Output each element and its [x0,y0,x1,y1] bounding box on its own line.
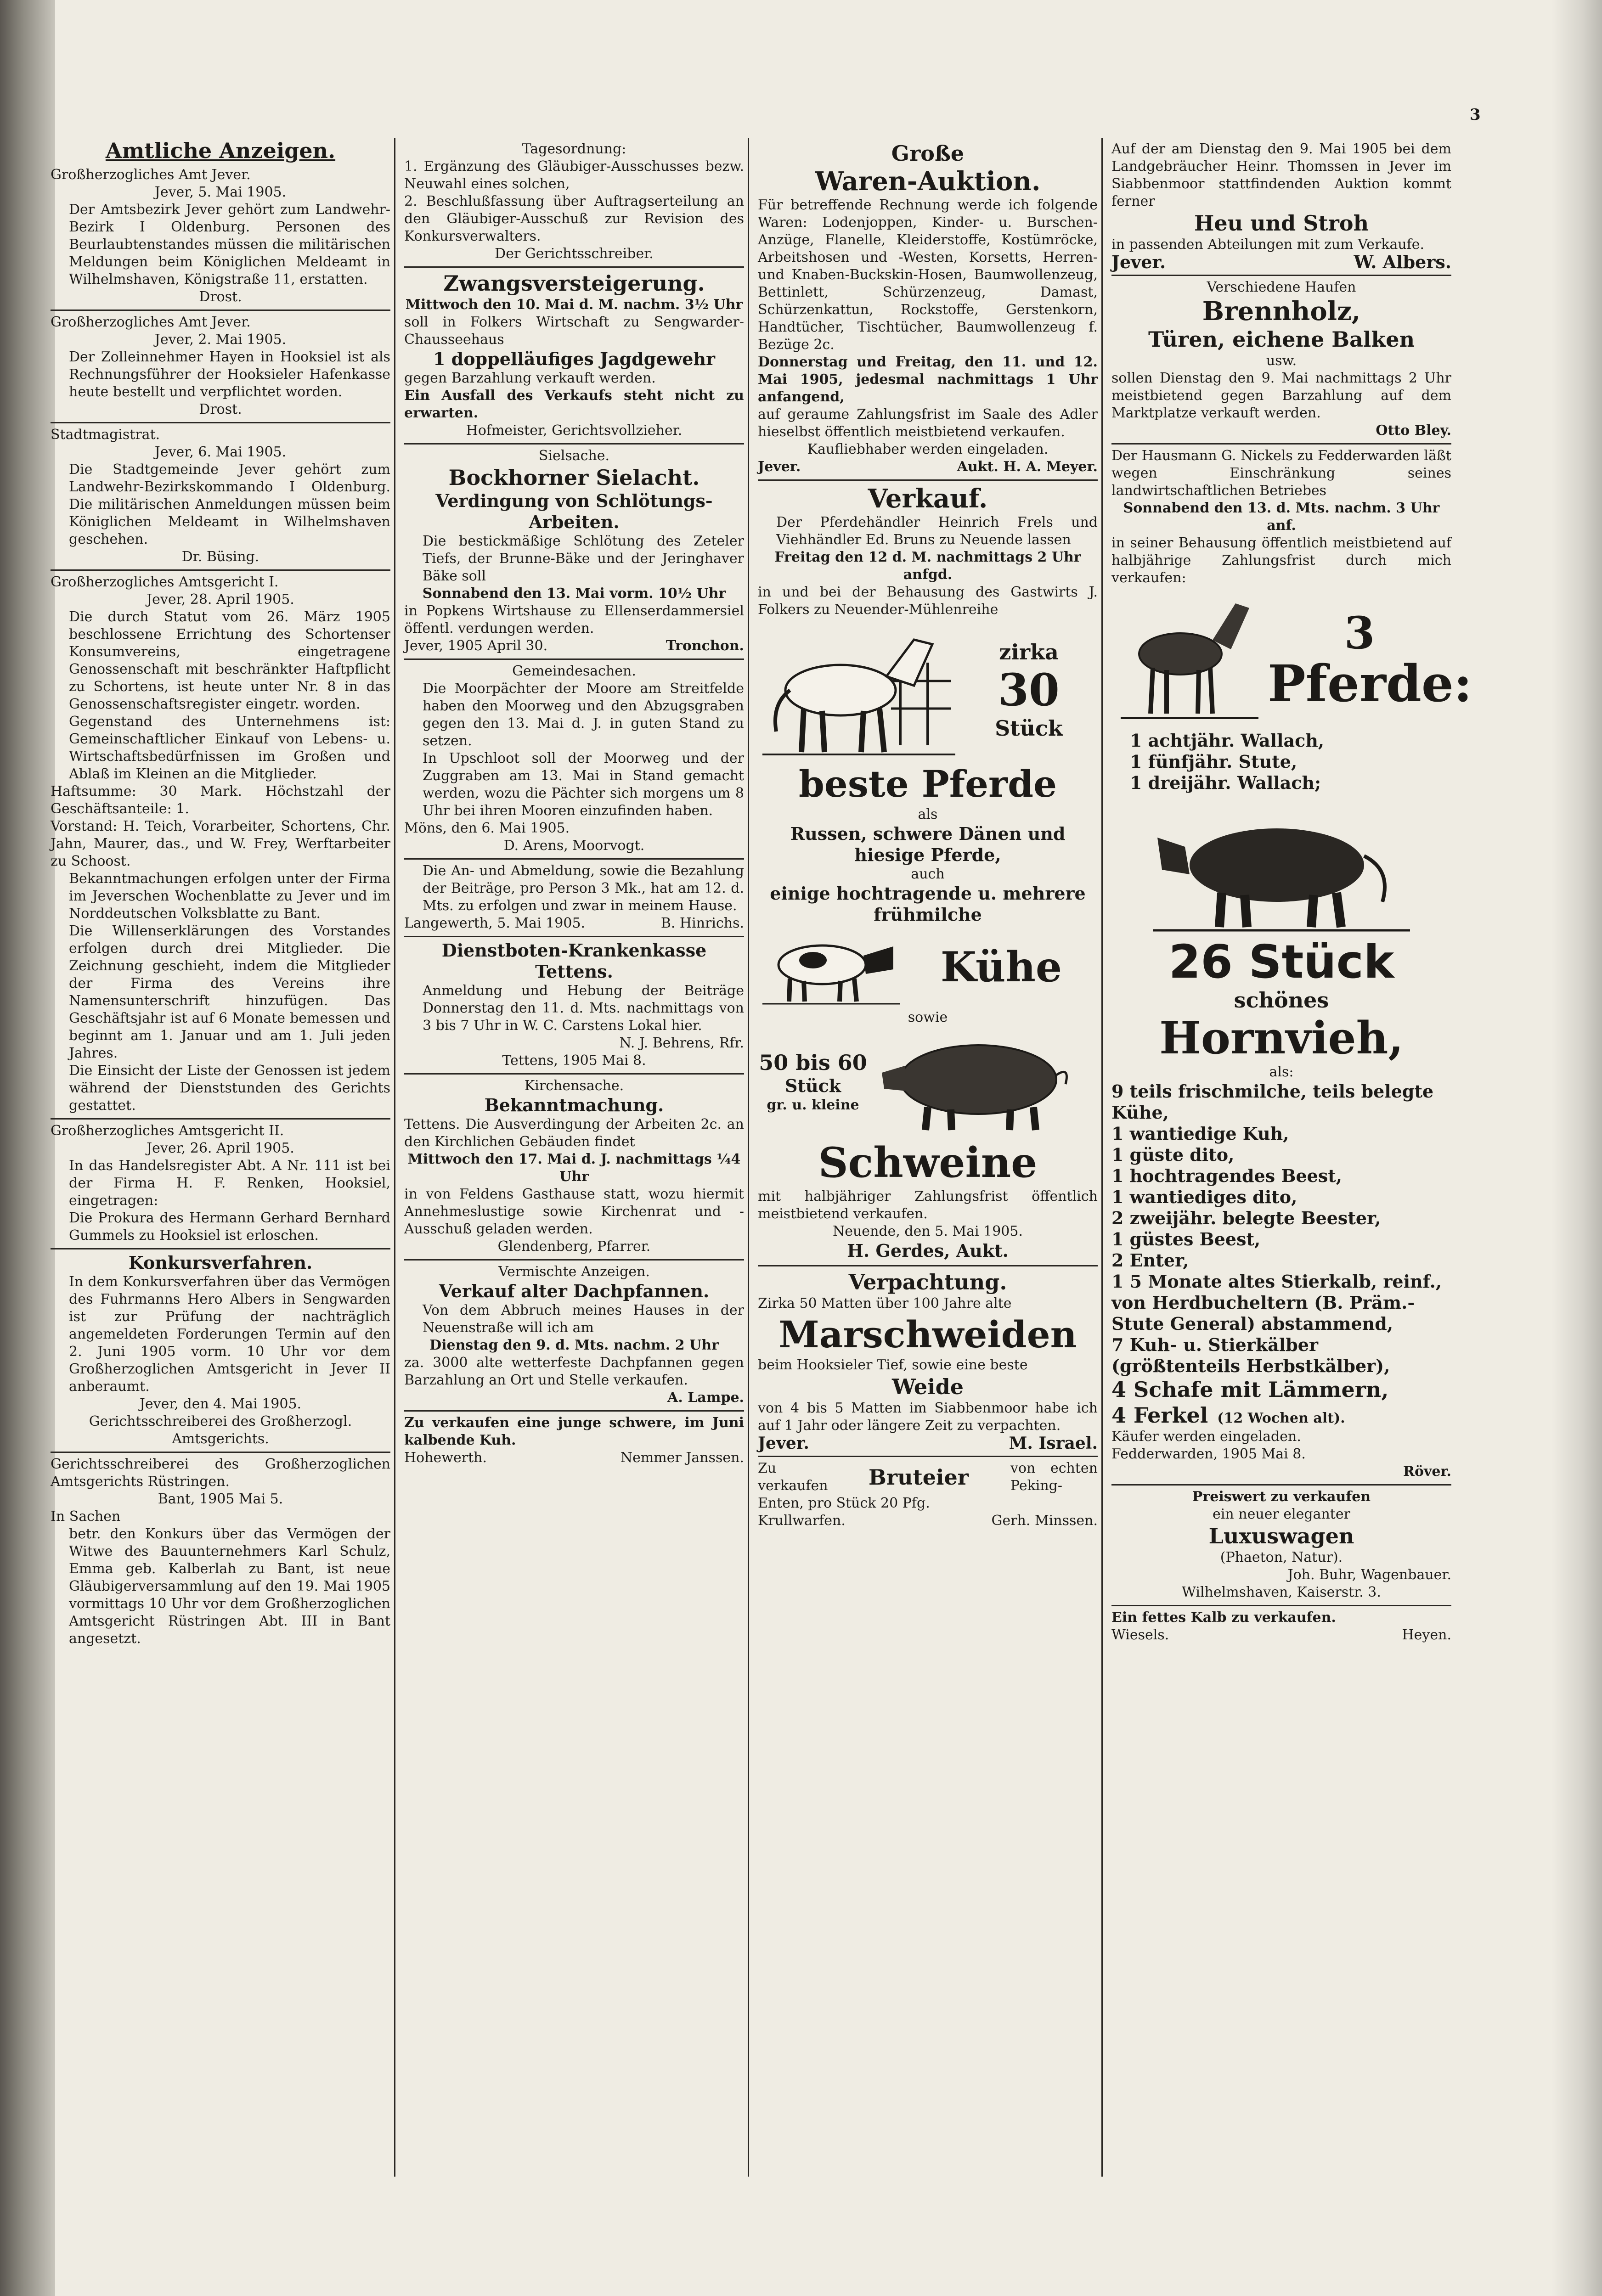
ad-cows: einige hochtragende u. mehrere frühmilche [770,883,1086,925]
ad-item: Brennholz, [1202,296,1361,326]
notice-title: Konkursverfahren. [128,1252,313,1273]
cattle-item: 2 zweijähr. belegte Beester, [1111,1208,1381,1228]
ad-kalb [1111,1606,1451,1648]
ad-signature: Tronchon. [666,638,744,654]
ad-item: Türen, eichene Balken [1148,327,1415,352]
ad-body: Auf der am Dienstag den 9. Mai 1905 bei dem Landgebräucher Heinr. Thomssen in Jever im Siabbenmoor stattfindenden Auktion kommt ferner [1111,141,1451,209]
ad-junge-kuh [404,1412,744,1470]
ad-body: auf geraume Zahlungsfrist im Saale des Adler hieselbst öffentlich meistbietend verkaufen. [758,406,1098,440]
notice-date: Möns, den 6. Mai 1905. [404,820,570,836]
ad-usw: usw. [1266,353,1297,369]
ad-body: von 4 bis 5 Matten im Siabbenmoor habe ich auf 1 Jahr oder längere Zeit zu verpachten. [758,1400,1098,1434]
notice-signature: B. Hinrichs. [660,915,744,931]
cow-illustration [762,928,900,1006]
ad-title: Verkauf. [868,484,988,514]
notice-stadtmagistrat [51,423,390,571]
ad-place: Krullwarfen. [758,1513,846,1529]
ad-when: Dienstag den 9. d. Mts. nachm. 2 Uhr [429,1337,719,1353]
notice-signature: Gerichtsschreiberei des Großherzogl. Amtsgerichts. [89,1413,352,1447]
notice-date: Jever, 6. Mai 1905. [154,444,287,460]
cattle-item: 7 Kuh- u. Stierkälber (größtenteils Herbstkälber), [1111,1334,1390,1376]
horse-item: 1 fünfjähr. Stute, [1130,751,1297,772]
ad-body: Von dem Abbruch meines Hauses in der Neuenstraße will ich am [423,1302,744,1336]
column-3 [758,138,1098,2186]
ad-right-label: von echten Peking- [1010,1460,1098,1494]
notice-signature: Der Gerichtsschreiber. [495,246,654,262]
ad-nickels-auktion [1111,445,1472,1486]
ad-luxuswagen [1111,1486,1451,1606]
ad-title: Verkauf alter Dachpfannen. [439,1281,710,1301]
ad-signature: W. Albers. [1354,252,1451,272]
column-rule [1101,138,1103,2177]
horse-item: 1 dreijähr. Wallach; [1130,772,1321,793]
horses-block [1111,587,1472,730]
ad-verpachtung [758,1266,1098,1457]
notice-krankenkasse [404,937,744,1075]
notice-body: Anmeldung und Hebung der Beiträge Donnerstag den 11. d. Mts. nachmittags von 3 bis 7 Uhr in W. C. Carstens Lokal hier. [423,983,744,1034]
horse-item: 1 achtjähr. Wallach, [1130,730,1325,751]
ad-auch: auch [911,866,945,882]
pig-number: 50 bis 60 [759,1050,867,1075]
notice-paragraph: Vorstand: H. Teich, Vorarbeiter, Schortens, Chr. Jahn, Maurer, das., und W. Frey, Werftarbeiter zu Schoost. [51,818,390,869]
ad-when: Sonnabend den 13. d. Mts. nachm. 3 Uhr anf. [1123,500,1440,534]
ad-signature: Nemmer Janssen. [620,1450,744,1466]
notice-body: Die Stadtgemeinde Jever gehört zum Landwehr-Bezirkskommando I Oldenburg. Die militärischen Anmeldungen müssen beim Königlichen Meldeamt in Wilhelmshaven geschehen. [69,461,390,547]
ad-signature: H. Gerdes, Aukt. [847,1240,1009,1261]
ad-subtitle: Verdingung von Schlötungs-Arbeiten. [435,490,713,532]
notice-date: Bant, 1905 Mai 5. [158,1491,283,1507]
notice-paragraph: Die Moorpächter der Moore am Streitfelde haben den Moorweg und den Abzugsgraben gegen den 13. Mai d. J. in guten Stand zu setzen. [423,681,744,749]
cattle-item: 4 Schafe mit Lämmern, [1111,1377,1389,1402]
horse-number: 30 [998,664,1060,716]
notice-authority: Großherzogliches Amtsgericht I. [51,574,279,590]
ad-signature: Gerh. Minssen. [991,1513,1098,1529]
ad-pre: ein neuer eleganter [1213,1506,1350,1522]
ad-body: za. 3000 alte wetterfeste Dachpfannen gegen Barzahlung an Ort und Stelle verkaufen. [404,1355,744,1388]
ad-signature-row [404,637,744,655]
section-header: Amtliche Anzeigen. [105,138,336,163]
notice-signature: Glendenberg, Pfarrer. [497,1238,651,1255]
bruteier-header [758,1460,1098,1495]
ad-invitation: Käufer werden eingeladen. [1111,1429,1301,1445]
ad-body: in seiner Behausung öffentlich meistbietend auf halbjährige Zahlungsfrist durch mich verkaufen: [1111,535,1451,586]
ad-title: Bruteier [868,1465,969,1490]
cattle-item-note: (12 Wochen alt). [1217,1410,1345,1426]
agenda-item: 1. Ergänzung des Gläubiger-Ausschusses bezw. Neuwahl eines solchen, [404,158,744,192]
cattle-item: 1 wantiedige Kuh, [1111,1123,1289,1144]
pig-block [758,1026,1098,1137]
ad-kinds: Russen, schwere Dänen und hiesige Pferde, [790,823,1066,865]
ad-waren-auktion [758,138,1098,481]
notice-authority: Großherzogliches Amt Jever. [51,167,251,183]
section-label: Kirchensache. [524,1078,624,1094]
notice-signature: Drost. [199,401,242,417]
notice-paragraph: In das Handelsregister Abt. A Nr. 111 ist bei der Firma H. F. Renken, Hooksiel, eingetragen: [69,1158,390,1209]
horses-illustration [1121,590,1258,727]
ad-place: Jever. [1111,252,1166,272]
ad-item: beste Pferde [798,762,1057,805]
notice-body: Die An- und Abmeldung, sowie die Bezahlung der Beiträge, pro Person 3 Mk., hat am 12. d. Mts. zu erfolgen und zwar in meinem Hause. [423,863,744,914]
ad-left-label: Zu verkaufen [758,1460,828,1494]
ad-signature-row [404,1449,744,1467]
ad-title: Große [891,141,965,166]
page-fold-shadow [1551,0,1602,2296]
notice-paragraph: Die Willenserklärungen des Vorstandes erfolgen durch drei Mitglieder. Die Zeichnung geschieht, indem die Mitglieder der Firma des Vereins ihre Namensunterschrift hinzufügen. Das Geschäftsjahr ist auf 6 Monate bemessen und beginnt am 1. Januar und am 1. Juli jeden Jahres. [69,923,390,1061]
notice-body: betr. den Konkurs über das Vermögen der Witwe des Bauunternehmers Karl Schulz, Emma geb. Kalberlah zu Bant, ist neue Gläubigerversammlung auf den 19. Mai 1905 vormittags 10 Uhr vor dem Großherzoglichen Amtsgericht Rüstringen Abt. III in Bant angesetzt. [69,1526,390,1647]
ad-pre: Preiswert zu verkaufen [1192,1489,1371,1505]
notice-date: Tettens, 1905 Mai 8. [502,1052,646,1069]
horse-block [758,619,1098,762]
ad-item: Marschweiden [778,1313,1077,1356]
horses-number: 3 [1344,607,1375,659]
cattle-item: 2 Enter, [1111,1250,1189,1271]
notice-signature: N. J. Behrens, Rfr. [619,1035,744,1051]
ad-signature: A. Lampe. [667,1390,744,1406]
ad-signature: Otto Bley. [1376,422,1451,439]
bull-illustration [1153,796,1410,934]
horse-count [960,639,1098,741]
notice-body: Der Amtsbezirk Jever gehört zum Landwehr-Bezirk I Oldenburg. Personen des Beurlaubtenstandes müssen die militärischen Meldungen beim Königlichen Meldeamt in Wilhelmshaven, Königstraße 11, erstatten. [69,202,390,287]
notice-date: Jever, 28. April 1905. [147,591,294,608]
section-label: Sielsache. [538,448,610,464]
ad-signature: Heyen. [1402,1627,1451,1643]
ad-signature: Aukt. H. A. Meyer. [957,459,1098,475]
unit-label: Stück [995,716,1063,741]
cattle-item: 1 hochtragendes Beest, [1111,1165,1342,1186]
ad-body: Zirka 50 Matten über 100 Jahre alte [758,1295,1012,1311]
notice-authority: Großherzogliches Amtsgericht II. [51,1123,284,1139]
ad-heu-stroh [1111,138,1451,276]
ad-signature-row [1111,1626,1451,1644]
ad-signature: M. Israel. [1009,1434,1098,1453]
notice-authority: Großherzogliches Amt Jever. [51,314,251,330]
ad-body: in passenden Abteilungen mit zum Verkaufe. [1111,236,1425,253]
notice-paragraph: Bekanntmachungen erfolgen unter der Firma im Jeverschen Wochenblatte zu Jever und im Norddeutschen Volksblatte zu Bant. [69,871,390,922]
notice-intro: In Sachen [51,1508,121,1525]
ad-sielacht [404,445,744,660]
notice-signature-row [404,915,744,932]
ad-title: Zwangsversteigerung. [443,271,705,296]
notice-amtsgericht-2 [51,1120,390,1249]
ad-item: Luxuswagen [1208,1524,1354,1548]
cattle-adj: schönes [1234,988,1329,1013]
ad-title: Bockhorner Sielacht. [448,465,700,490]
notice-date: Jever, 2. Mai 1905. [154,332,287,348]
ad-terms: mit halbjähriger Zahlungsfrist öffentlich meistbietend verkaufen. [758,1188,1098,1222]
notice-signature: D. Arens, Moorvogt. [503,838,645,854]
ad-body: gegen Barzahlung verkauft werden. [404,370,656,386]
notice-ruestringen [51,1453,390,1651]
ad-place: Jever. [758,459,801,475]
notice-date: Jever, den 4. Mai 1905. [139,1396,302,1412]
cattle-item: 1 5 Monate altes Stierkalb, reinf., von Herdbucheltern (B. Präm.-Stute General) abstammend, [1111,1271,1442,1334]
notice-kirchensache [404,1075,744,1261]
notice-title: Bekanntmachung. [484,1095,664,1115]
notice-amtsgericht-1 [51,571,390,1120]
pig-count [758,1050,868,1114]
horses-title: Pferde: [1268,654,1472,713]
ad-when: Mittwoch den 10. Mai d. M. nachm. 3½ Uhr [405,297,743,313]
ad-body: Ein fettes Kalb zu verkaufen. [1111,1609,1336,1626]
ad-where: soll in Folkers Wirtschaft zu Sengwarder-Chausseehaus [404,314,744,348]
column-2 [404,138,744,2186]
ad-where: in Popkens Wirtshause zu Ellenserdammersiel öffentl. verdungen werden. [404,603,744,636]
notice-body: Tettens. Die Ausverdingung der Arbeiten 2c. an den Kirchlichen Gebäuden findet [404,1116,744,1150]
agenda-item: 2. Beschlußfassung über Auftragserteilung an den Gläubiger-Ausschuß zur Revision des Konkursverwalters. [404,193,744,244]
ad-pigs: Schweine [818,1138,1038,1187]
notice-place: Langewerth, 5. Mai 1905. [404,915,586,931]
ad-when: Donnerstag und Freitag, den 11. und 12. Mai 1905, jedesmal nachmittags 1 Uhr anfangend, [758,354,1098,405]
ad-sowie: sowie [908,1009,948,1025]
notice-body: In dem Konkursverfahren über das Vermögen des Fuhrmanns Hero Albers in Sengwarden ist zur Prüfung der nachträglich angemeldeten Forderungen Termin auf den 2. Juni 1905 vorm. 10 Uhr vor dem Großherzoglichen Amtsgericht in Jever II anberaumt. [69,1274,390,1395]
notice-paragraph: Die Prokura des Hermann Gerhard Bernhard Gummels zu Hooksiel ist erloschen. [69,1210,390,1244]
column-4 [1111,138,1472,2186]
notice-when: Mittwoch den 17. Mai d. J. nachmittags ¼4 Uhr [407,1151,741,1185]
ad-signature: Röver. [1403,1463,1451,1480]
ad-place: Jever. [758,1434,809,1453]
notice-paragraph: Die durch Statut vom 26. März 1905 beschlossene Errichtung des Schortenser Konsumvereins, eingetragene Genossenschaft mit beschränkter Haftpflicht zu Schortens, ist heute unter Nr. 8 in das Genossenschaftsregister eingetr. worden. [69,609,390,712]
cattle-item: 1 wantiediges dito, [1111,1187,1297,1207]
ad-when: Sonnabend den 13. Mai vorm. 10½ Uhr [422,585,726,602]
ad-signature-row [758,1512,1098,1530]
notice-gemeindesachen [404,660,744,860]
ad-sub: (Phaeton, Natur). [1220,1549,1343,1565]
notice-body: Der Zolleinnehmer Hayen in Hooksiel ist als Rechnungsführer der Hooksieler Hafenkasse heute bestellt und verpflichtet worden. [69,349,390,400]
ad-body: Der Pferdehändler Heinrich Frels und Viehhändler Ed. Bruns zu Neuende lassen [776,514,1098,548]
column-1 [51,138,390,2186]
pig-illustration [877,1029,1089,1135]
horse-illustration [762,621,955,759]
notice-authority: Gerichtsschreiberei des Großherzoglichen Amtsgerichts Rüstringen. [51,1456,390,1490]
page-number: 3 [1470,106,1481,124]
ad-date: Neuende, den 5. Mai 1905. [832,1223,1023,1239]
ferkel-row [1111,1402,1451,1428]
zirka-label: zirka [999,640,1059,664]
ad-signature-row [1111,253,1451,271]
notice-anmeldung [404,860,744,937]
notice-signature: Dr. Büsing. [181,549,259,565]
cattle-title: Hornvieh, [1159,1012,1404,1064]
notice-date: Jever, 26. April 1905. [147,1140,294,1156]
ad-body: beim Hooksieler Tief, sowie eine beste [758,1357,1028,1373]
ad-kuehe: Kühe [940,943,1062,991]
ad-pre: Verschiedene Haufen [1207,279,1356,295]
ad-item: Heu und Stroh [1194,211,1369,236]
ad-als: als [918,806,938,822]
pig-unit: Stück [784,1075,841,1096]
cattle-item: 4 Ferkel [1111,1403,1208,1428]
notice-paragraph: Gegenstand des Unternehmens ist: Gemeinschaftlicher Einkauf von Lebens- u. Wirtschaftsbedürfnissen im Großen und Ablaß im Kleinen an die Mitglieder. [69,714,390,782]
cattle-item: 1 güste dito, [1111,1144,1235,1165]
pig-size: gr. u. kleine [767,1097,859,1113]
ad-signature-row [758,458,1098,476]
ad-place: Wilhelmshaven, Kaiserstr. 3. [1182,1584,1381,1600]
notice-tagesordnung [404,138,744,268]
horses-count [1268,607,1472,713]
ad-title: Verpachtung. [848,1270,1007,1294]
ad-date: Jever, 1905 April 30. [404,638,548,654]
ad-title: Waren-Auktion. [815,166,1041,197]
notice-paragraph: In Upschloot soll der Moorweg und der Zuggraben am 13. Mai in Stand gemacht werden, wozu die Pächter sich morgens um 8 Uhr bei ihren Mooren einzufinden haben. [423,750,744,819]
cattle-item: 9 teils frischmilche, teils belegte Kühe, [1111,1081,1434,1123]
book-binding [0,0,55,2296]
ad-body: Der Hausmann G. Nickels zu Fedderwarden läßt wegen Einschränkung seines landwirtschaftlichen Betriebes [1111,448,1451,499]
notice-amt-jever-2 [51,311,390,423]
ad-place: Wiesels. [1111,1627,1169,1643]
ad-place: Hohewerth. [404,1450,487,1466]
notice-authority: Stadtmagistrat. [51,427,160,443]
ad-when: Freitag den 12 d. M. nachmittags 2 Uhr anfgd. [774,549,1081,583]
ad-zwangsversteigerung [404,268,744,445]
cattle-number: 26 Stück [1168,935,1394,989]
ad-note: Ein Ausfall des Verkaufs steht nicht zu erwarten. [404,388,744,421]
ad-item: Weide [891,1374,964,1399]
ad-body: Kaufliebhaber werden eingeladen. [807,441,1049,457]
notice-title: Tagesordnung: [522,141,626,157]
ad-item: 1 doppelläufiges Jagdgewehr [433,349,716,369]
cattle-als: als: [1269,1064,1294,1080]
notice-signature: Drost. [199,289,242,305]
notice-amt-jever-1 [51,163,390,311]
notice-body: in von Feldens Gasthause statt, wozu hiermit Annehmeslustige sowie Kirchenrat und -Ausschuß geladen werden. [404,1186,744,1237]
notice-paragraph: Die Einsicht der Liste der Genossen ist jedem während der Dienststunden des Gerichts gestattet. [69,1063,390,1114]
ad-date: Fedderwarden, 1905 Mai 8. [1111,1446,1306,1462]
ad-body: Für betreffende Rechnung werde ich folgende Waren: Lodenjoppen, Kinder- u. Burschen-Anzüge, Flanelle, Kleiderstoffe, Kostümröcke, Arbeitshosen und -Westen, Korsetts, Herren- und Knaben-Buckskin-Hosen, Baumwollenzeug, Bettinlett, Schürzenzeug, Damast, Schürzenkattun, Rockstoffe, Gerstenkorn, Handtücher, Tischtücher, Baumwollenzeug f. Bezüge 2c. [758,197,1098,353]
cattle-item: 1 güstes Beest, [1111,1229,1261,1249]
notice-title: Dienstboten-Krankenkasse Tettens. [441,940,707,982]
ad-signature-row [758,1435,1098,1452]
cow-block [758,925,1098,1009]
ad-body: Enten, pro Stück 20 Pfg. [758,1495,930,1511]
ad-body: Die bestickmäßige Schlötung des Zeteler Tiefs, der Brunne-Bäke und der Jeringhaver Bäke soll [423,533,744,584]
section-label: Gemeindesachen. [512,663,636,679]
ad-where: in und bei der Behausung des Gastwirts J. Folkers zu Neuender-Mühlenreihe [758,584,1098,618]
ad-body: Zu verkaufen eine junge schwere, im Juni kalbende Kuh. [404,1415,744,1448]
notice-konkursverfahren [51,1249,390,1453]
column-rule [394,138,395,2177]
notice-paragraph: Haftsumme: 30 Mark. Höchstzahl der Geschäftsanteile: 1. [51,783,390,817]
notice-date: Jever, 5. Mai 1905. [154,184,287,200]
ad-bruteier [758,1457,1098,1533]
ad-pferde-verkauf [758,481,1098,1266]
ad-signature: Joh. Buhr, Wagenbauer. [1287,1567,1451,1583]
ad-brennholz [1111,276,1451,445]
ad-body: sollen Dienstag den 9. Mai nachmittags 2 Uhr meistbietend gegen Barzahlung auf dem Marktplatze verkauft werden. [1111,370,1451,421]
section-label: Vermischte Anzeigen. [498,1264,650,1280]
ad-dachpfannen [404,1261,744,1412]
ad-signature: Hofmeister, Gerichtsvollzieher. [466,422,683,439]
column-rule [748,138,749,2177]
